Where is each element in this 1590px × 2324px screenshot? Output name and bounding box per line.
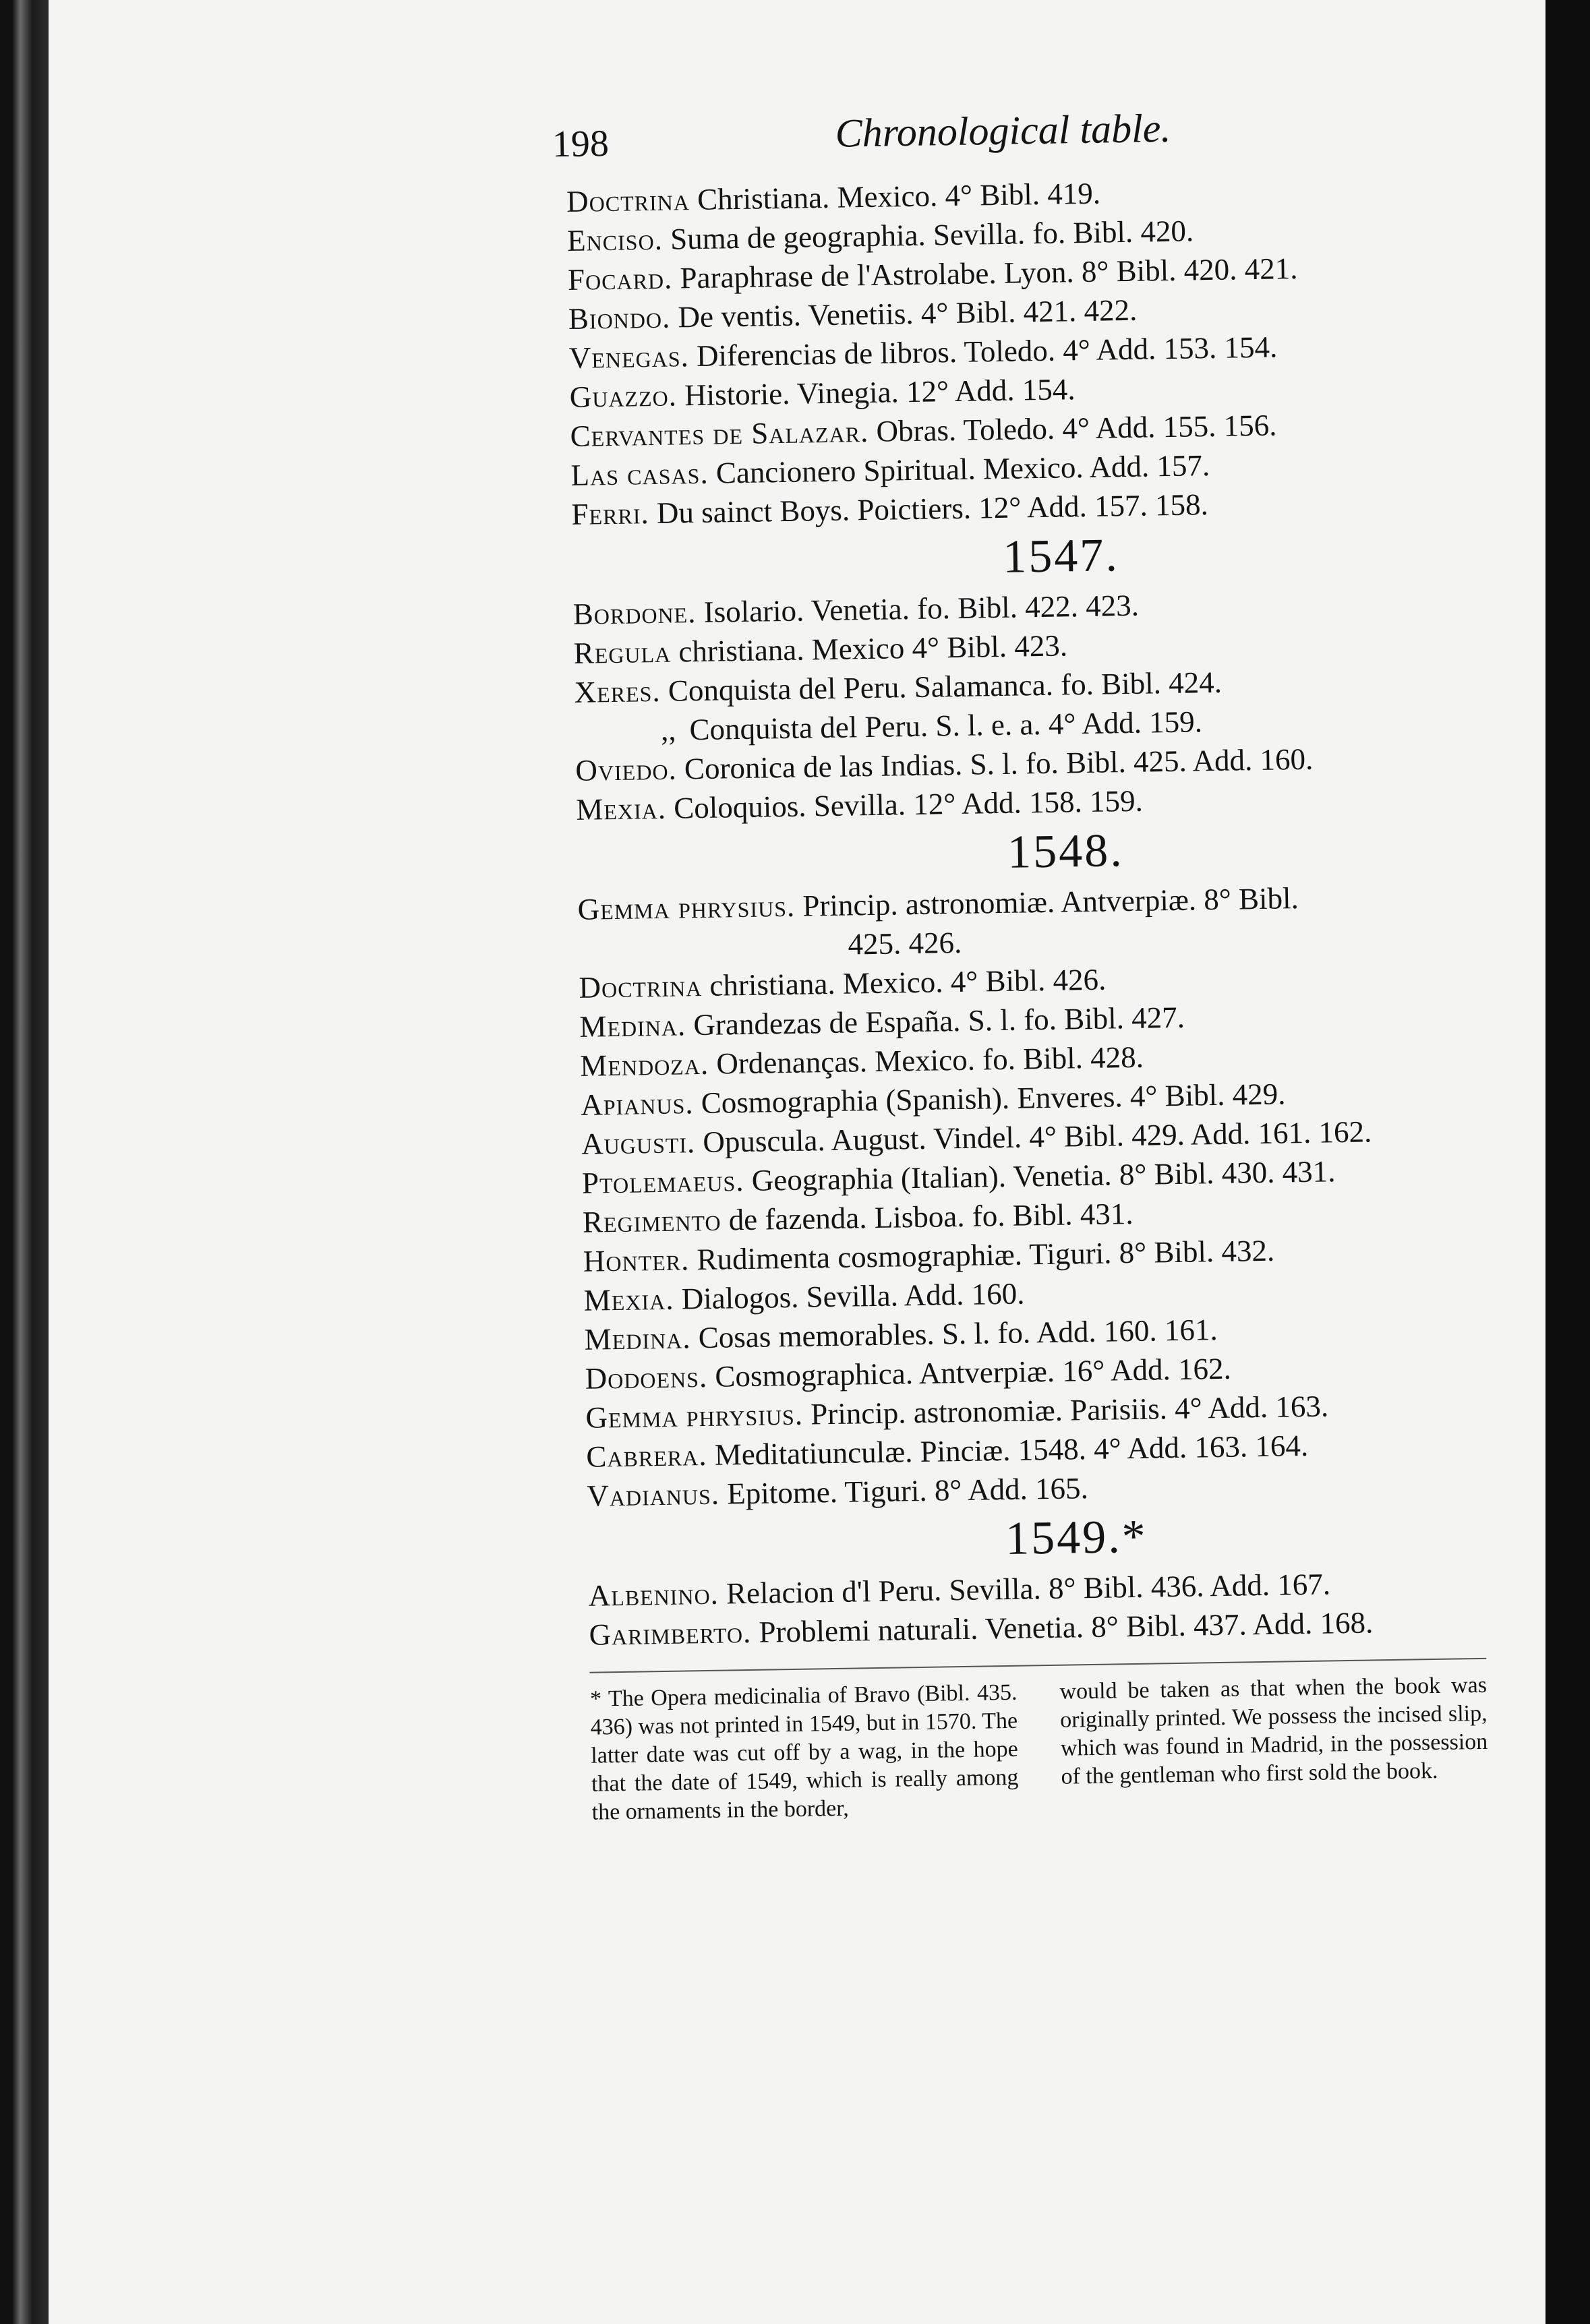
book-binding-edge [0,0,49,2324]
entry-text: De ventis. Venetiis. 4° Bibl. 421. 422. [670,293,1138,334]
footnote-column-2: would be taken as that when the book was originally printed. We possess the incised slip, which was found in Madrid, in the possession of the gentleman who first sold the book. [1059,1672,1488,1789]
entry-text: Isolario. Venetia. fo. Bibl. 422. 423. [695,588,1140,630]
entry-author: Oviedo. [575,752,678,787]
entry-author: Ptolemaeus. [581,1164,744,1200]
year-heading: 1548. [1007,825,1125,878]
entry-author: Vadianus. [586,1477,720,1513]
page-header [552,94,1463,182]
entry-text: Problemi naturali. Venetia. 8° Bibl. 437. Add. 168. [750,1605,1374,1649]
entry-author: Focard. [567,261,673,297]
entry-author: Medina. [579,1008,686,1044]
entry-text: Epitome. Tiguri. 8° Add. 165. [719,1471,1089,1511]
year-heading: 1549.* [1005,1510,1148,1565]
entry-text: Obras. Toledo. 4° Add. 155. 156. [868,408,1277,448]
entry-text: christiana. Mexico. 4° Bibl. 426. [701,962,1107,1003]
entry-author: Guazzo. [569,378,678,414]
entry-text: Suma de geographia. Sevilla. fo. Bibl. 420. [662,214,1194,256]
entry-author: Las casas. [570,456,709,492]
entry-text: Dialogos. Sevilla. Add. 160. [674,1276,1025,1316]
entry-text: Historie. Vinegia. 12° Add. 154. [676,372,1076,413]
entry-text: Cosmographia (Spanish). Enveres. 4° Bibl. 429. [693,1077,1286,1121]
entry-text: Grandezas de España. S. l. fo. Bibl. 427. [685,1000,1185,1042]
entry-author: Gemma phrysius. [585,1397,804,1435]
entry-author: Bordone. [572,595,697,631]
entry-text: Du sainct Boys. Poictiers. 12° Add. 157. 158. [649,487,1209,531]
scan-border [1545,0,1590,2324]
entry-author: Apianus. [580,1086,694,1122]
entry-author: Regula [573,634,672,670]
entry-text: Cosmographica. Antverpiæ. 16° Add. 162. [707,1351,1232,1394]
entry-text: Opuscula. August. Vindel. 4° Bibl. 429. Add. 161. 162. [695,1114,1372,1160]
entry-text: Diferencias de libros. Toledo. 4° Add. 153. 154. [688,330,1278,374]
entry-text: Geographia (Italian). Venetia. 8° Bibl. 430. 431. [744,1154,1336,1198]
entry-text: christiana. Mexico 4° Bibl. 423. [670,628,1068,669]
chronological-entries [566,168,1486,1655]
footnote-column-1: * The Opera medicinalia of Bravo (Bibl. 435. 436) was not printed in 1549, but in 1570. The latter date was cut off by a wag, in the hope that the date of 1549, which is really among the ornaments in the border, [589,1679,1019,1825]
page-number: 198 [552,122,610,166]
entry-text: Coronica de las Indias. S. l. fo. Bibl. 425. Add. 160. [676,742,1314,786]
entry-author: Gemma phrysius. [577,889,796,926]
entry-text: Conquista del Peru. Salamanca. fo. Bibl. 424. [660,665,1223,708]
entry-author: Honter. [583,1243,690,1278]
entry-author: Xeres. [574,674,661,709]
entry-author: Mendoza. [579,1046,709,1083]
entry-author: Garimberto. [589,1615,752,1652]
running-title: Chronological table. [835,105,1171,156]
entry-text: Ordenanças. Mexico. fo. Bibl. 428. [708,1040,1144,1081]
entry-text: Conquista del Peru. S. l. e. a. 4° Add. 159. [689,705,1203,747]
entry-author: Biondo. [568,300,671,336]
entry-author: Cervantes de Salazar. [570,414,869,453]
entry-text: Princip. astronomiæ. Parisiis. 4° Add. 163. [802,1389,1329,1431]
page-content [552,94,1489,1827]
entry-text: Cosas memorables. S. l. fo. Add. 160. 161. [690,1313,1218,1355]
entry-author: Doctrina [579,968,703,1005]
entry-text: Rudimenta cosmographiæ. Tiguri. 8° Bibl. 432. [688,1233,1275,1277]
entry-text: Christiana. Mexico. 4° Bibl. 419. [689,176,1101,217]
year-heading: 1547. [1002,529,1120,583]
entry-author: Augusti. [581,1125,696,1161]
entry-text: Relacion d'l Peru. Sevilla. 8° Bibl. 436. Add. 167. [718,1567,1331,1611]
entry-text: Cancionero Spiritual. Mexico. Add. 157. [708,448,1210,490]
entry-text: Meditatiunculæ. Pinciæ. 1548. 4° Add. 163. 164. [707,1428,1309,1472]
entry-author: Ferri. [571,496,650,531]
entry-text: 425. 426. [848,925,962,961]
entry-text: Paraphrase de l'Astrolabe. Lyon. 8° Bibl. 420. 421. [672,251,1298,295]
entry-author: Cabrera. [586,1437,707,1474]
footnote [590,1671,1489,1827]
entry-text: Coloquios. Sevilla. 12° Add. 158. 159. [666,783,1144,825]
entry-author: Medina. [584,1321,691,1357]
entry-author: Mexia. [575,791,667,827]
entry-author: Doctrina [566,183,690,218]
entry-author: Albenino. [588,1576,719,1613]
footnote-rule [589,1658,1486,1673]
ditto-mark: ,, [660,713,676,747]
entry-author: Regimento [582,1203,722,1239]
entry-text: Princip. astronomiæ. Antverpiæ. 8° Bibl. [794,881,1299,923]
entry-author: Mexia. [583,1282,674,1317]
entry-text: de fazenda. Lisboa. fo. Bibl. 431. [721,1196,1133,1237]
entry-author: Dodoens. [585,1359,708,1396]
entry-author: Enciso. [566,222,664,258]
entry-author: Venegas. [568,339,690,375]
